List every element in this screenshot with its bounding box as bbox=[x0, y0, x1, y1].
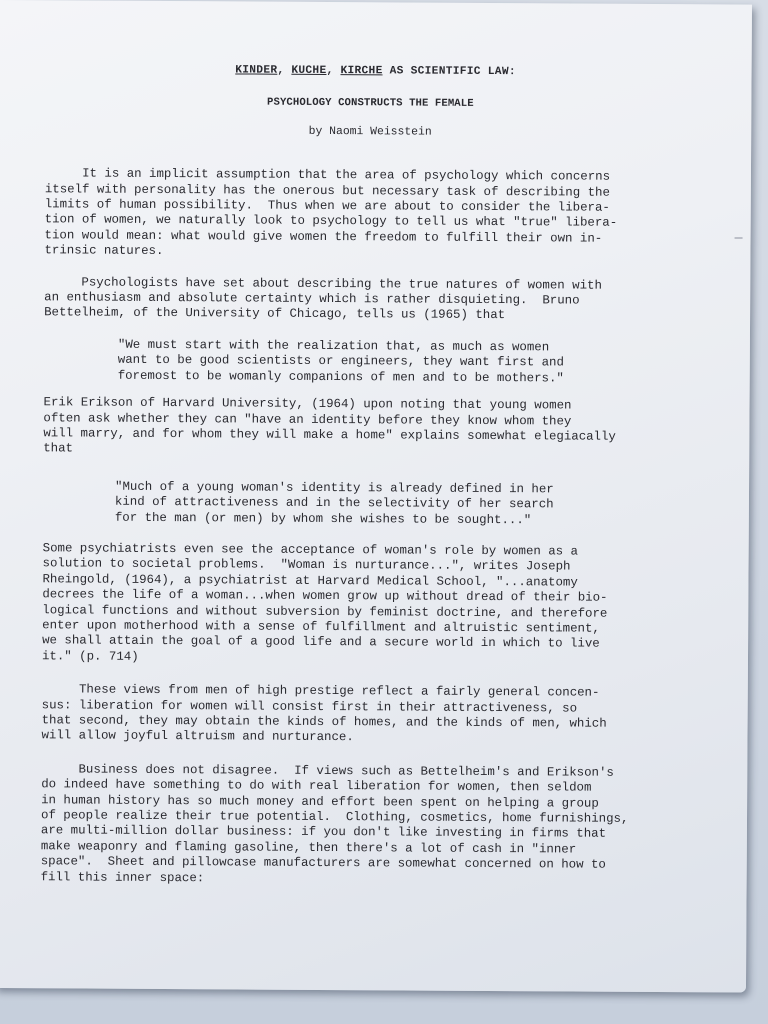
title-separator-2: , bbox=[326, 64, 341, 78]
document-subtitle: PSYCHOLOGY CONSTRUCTS THE FEMALE bbox=[267, 97, 474, 111]
quote-erikson: "Much of a young woman's identity is already defined in her kind of attractiveness and in the selectivity of her search for the man (or men) by whom she wishes to be sought..." bbox=[114, 479, 554, 527]
quote-bettelheim: "We must start with the realization that, as much as women want to be good scientists or engineers, they want first and foremost to be womanly companions of men and to be mothers." bbox=[117, 337, 564, 386]
title-separator-1: , bbox=[277, 64, 292, 77]
document-title bbox=[46, 62, 666, 81]
title-rest: AS SCIENTIFIC LAW: bbox=[382, 65, 516, 79]
paragraph-erikson: Erik Erikson of Harvard University, (1964) upon noting that young women often ask whether they can "have an identity before they know whom they will marry, and for whom they will make a home" explains somewhat elegiacally that bbox=[43, 395, 616, 456]
paragraph-intro: It is an implicit assumption that the area of psychology which concerns itself with personality has the onerous but necessary task of describing the limits of human possibility. Thus when we are about to consider the libera- tion of women, we naturally look to psychology to tell us what "true" libera- tion would mean: what would give women the freedom to fulfill their own in- trinsic natures. bbox=[44, 166, 618, 259]
paragraph-prestige-views: These views from men of high prestige reflect a fairly general concen- sus: liberation for women will consist first in their attractiveness, so that second, they may obtain the kinds of homes, and the kinds of men, which will allow joyful altruism and nurturance. bbox=[41, 682, 607, 745]
title-word-kirche: KIRCHE bbox=[340, 65, 383, 78]
title-word-kuche: KUCHE bbox=[291, 64, 327, 77]
page-edge-mark bbox=[735, 237, 743, 238]
paragraph-business: Business does not disagree. If views such as Bettelheim's and Erikson's do indeed have something to do with real liberation for women, then seldom in human history has so much money and effort been spent on helping a group of people realize their true potential. Clothing, cosmetics, home furnishings, are multi-million dollar business: if you don't like investing in firms that make weaponry and flaming gasoline, then there's a lot of cash in "inner space". Sheet and pillowcase manufacturers are somewhat concerned on how to fill this inner space: bbox=[40, 762, 629, 885]
document-body bbox=[41, 62, 666, 889]
paragraph-psychiatrists: Some psychiatrists even see the acceptance of woman's role by women as a solution to societal problems. "Woman is nurturance...", writes Joseph Rheingold, (1964), a psychiatrist at Harvard Medical School, "...anatomy decrees the life of a woman...when women grow up without dread of their bio- logical functions and without subversion by feminist doctrine, and therefore enter upon motherhood with a sense of fulfillment and altruistic sentiment, we shall attain the goal of a good life and a secure world in which to live it." (p. 714) bbox=[41, 541, 608, 664]
title-word-kinder: KINDER bbox=[235, 64, 278, 77]
paragraph-psychologists: Psychologists have set about describing the true natures of women with an enthusiasm and absolute certainty which is rather disquieting. Bruno Bettelheim, of the University of Chicago, tells us (1965) that bbox=[44, 274, 602, 323]
document-byline: by Naomi Weisstein bbox=[308, 125, 432, 139]
